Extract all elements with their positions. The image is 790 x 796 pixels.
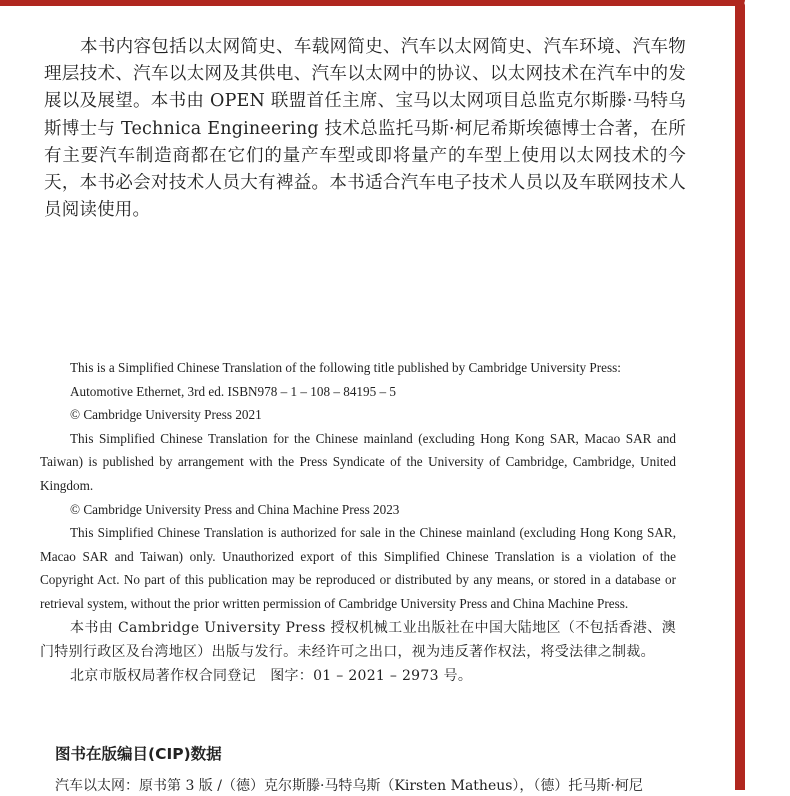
authorization-statement-cn: 本书由 Cambridge University Press 授权机械工业出版社在中国大陆地区（不包括香港、澳门特别行政区及台湾地区）出版与发行。未经许可之出口，视为违反著作权法，将受法律之制裁。 <box>40 619 676 660</box>
book-abstract: 本书内容包括以太网简史、车载网简史、汽车以太网简史、汽车环境、汽车物理层技术、汽车以太网及其供电、汽车以太网中的协议、以太网技术在汽车中的发展以及展望。本书由 OPEN 联盟首任主席、宝马以太网项目总监克尔斯滕·马特乌斯博士与 Technica Engineering 技术总监托马斯·柯尼希斯埃德博士合著，在所有主要汽车制造商都在它们的量产车型或即将量产的车型上使用以太网技术的今天，本书必会对技术人员大有裨益。本书适合汽车电子技术人员以及车联网技术人员阅读使用。 <box>44 37 686 221</box>
page-frame-top-border <box>0 0 745 6</box>
page-frame-right-border <box>735 0 745 790</box>
original-title-isbn: Automotive Ethernet, 3rd ed. ISBN978 – 1 – 108 – 84195 – 5 <box>70 383 396 399</box>
cip-heading: 图书在版编目(CIP)数据 <box>55 745 222 763</box>
arrangement-statement: This Simplified Chinese Translation for the Chinese mainland (excluding Hong Kong SAR, Macao SAR and Taiwan) is published by arrangement with the Press Syndicate of the University of Cambridge, Cambridge, United Kingdom. <box>40 430 676 493</box>
cip-record: 汽车以太网：原书第 3 版 /（德）克尔斯滕·马特乌斯（Kirsten Matheus），（德）托马斯·柯尼 <box>55 778 643 794</box>
original-copyright: © Cambridge University Press 2021 <box>70 407 262 423</box>
translation-copyright: © Cambridge University Press and China Machine Press 2023 <box>70 501 400 517</box>
copyright-registration: 北京市版权局著作权合同登记 图字：01 – 2021 – 2973 号。 <box>70 667 473 684</box>
authorization-statement: This Simplified Chinese Translation is authorized for sale in the Chinese mainland (excluding Hong Kong SAR, Macao SAR and Taiwan) only. Unauthorized export of this Simplified Chinese Translation is a violation of the Copyright Act. No part of this publication may be reproduced or distributed by any means, or stored in a database or retrieval system, without the prior written permission of Cambridge University Press and China Machine Press. <box>40 525 676 611</box>
copyright-block <box>40 356 676 688</box>
translation-note: This is a Simplified Chinese Translation of the following title published by Cambridge University Press: <box>70 360 621 375</box>
